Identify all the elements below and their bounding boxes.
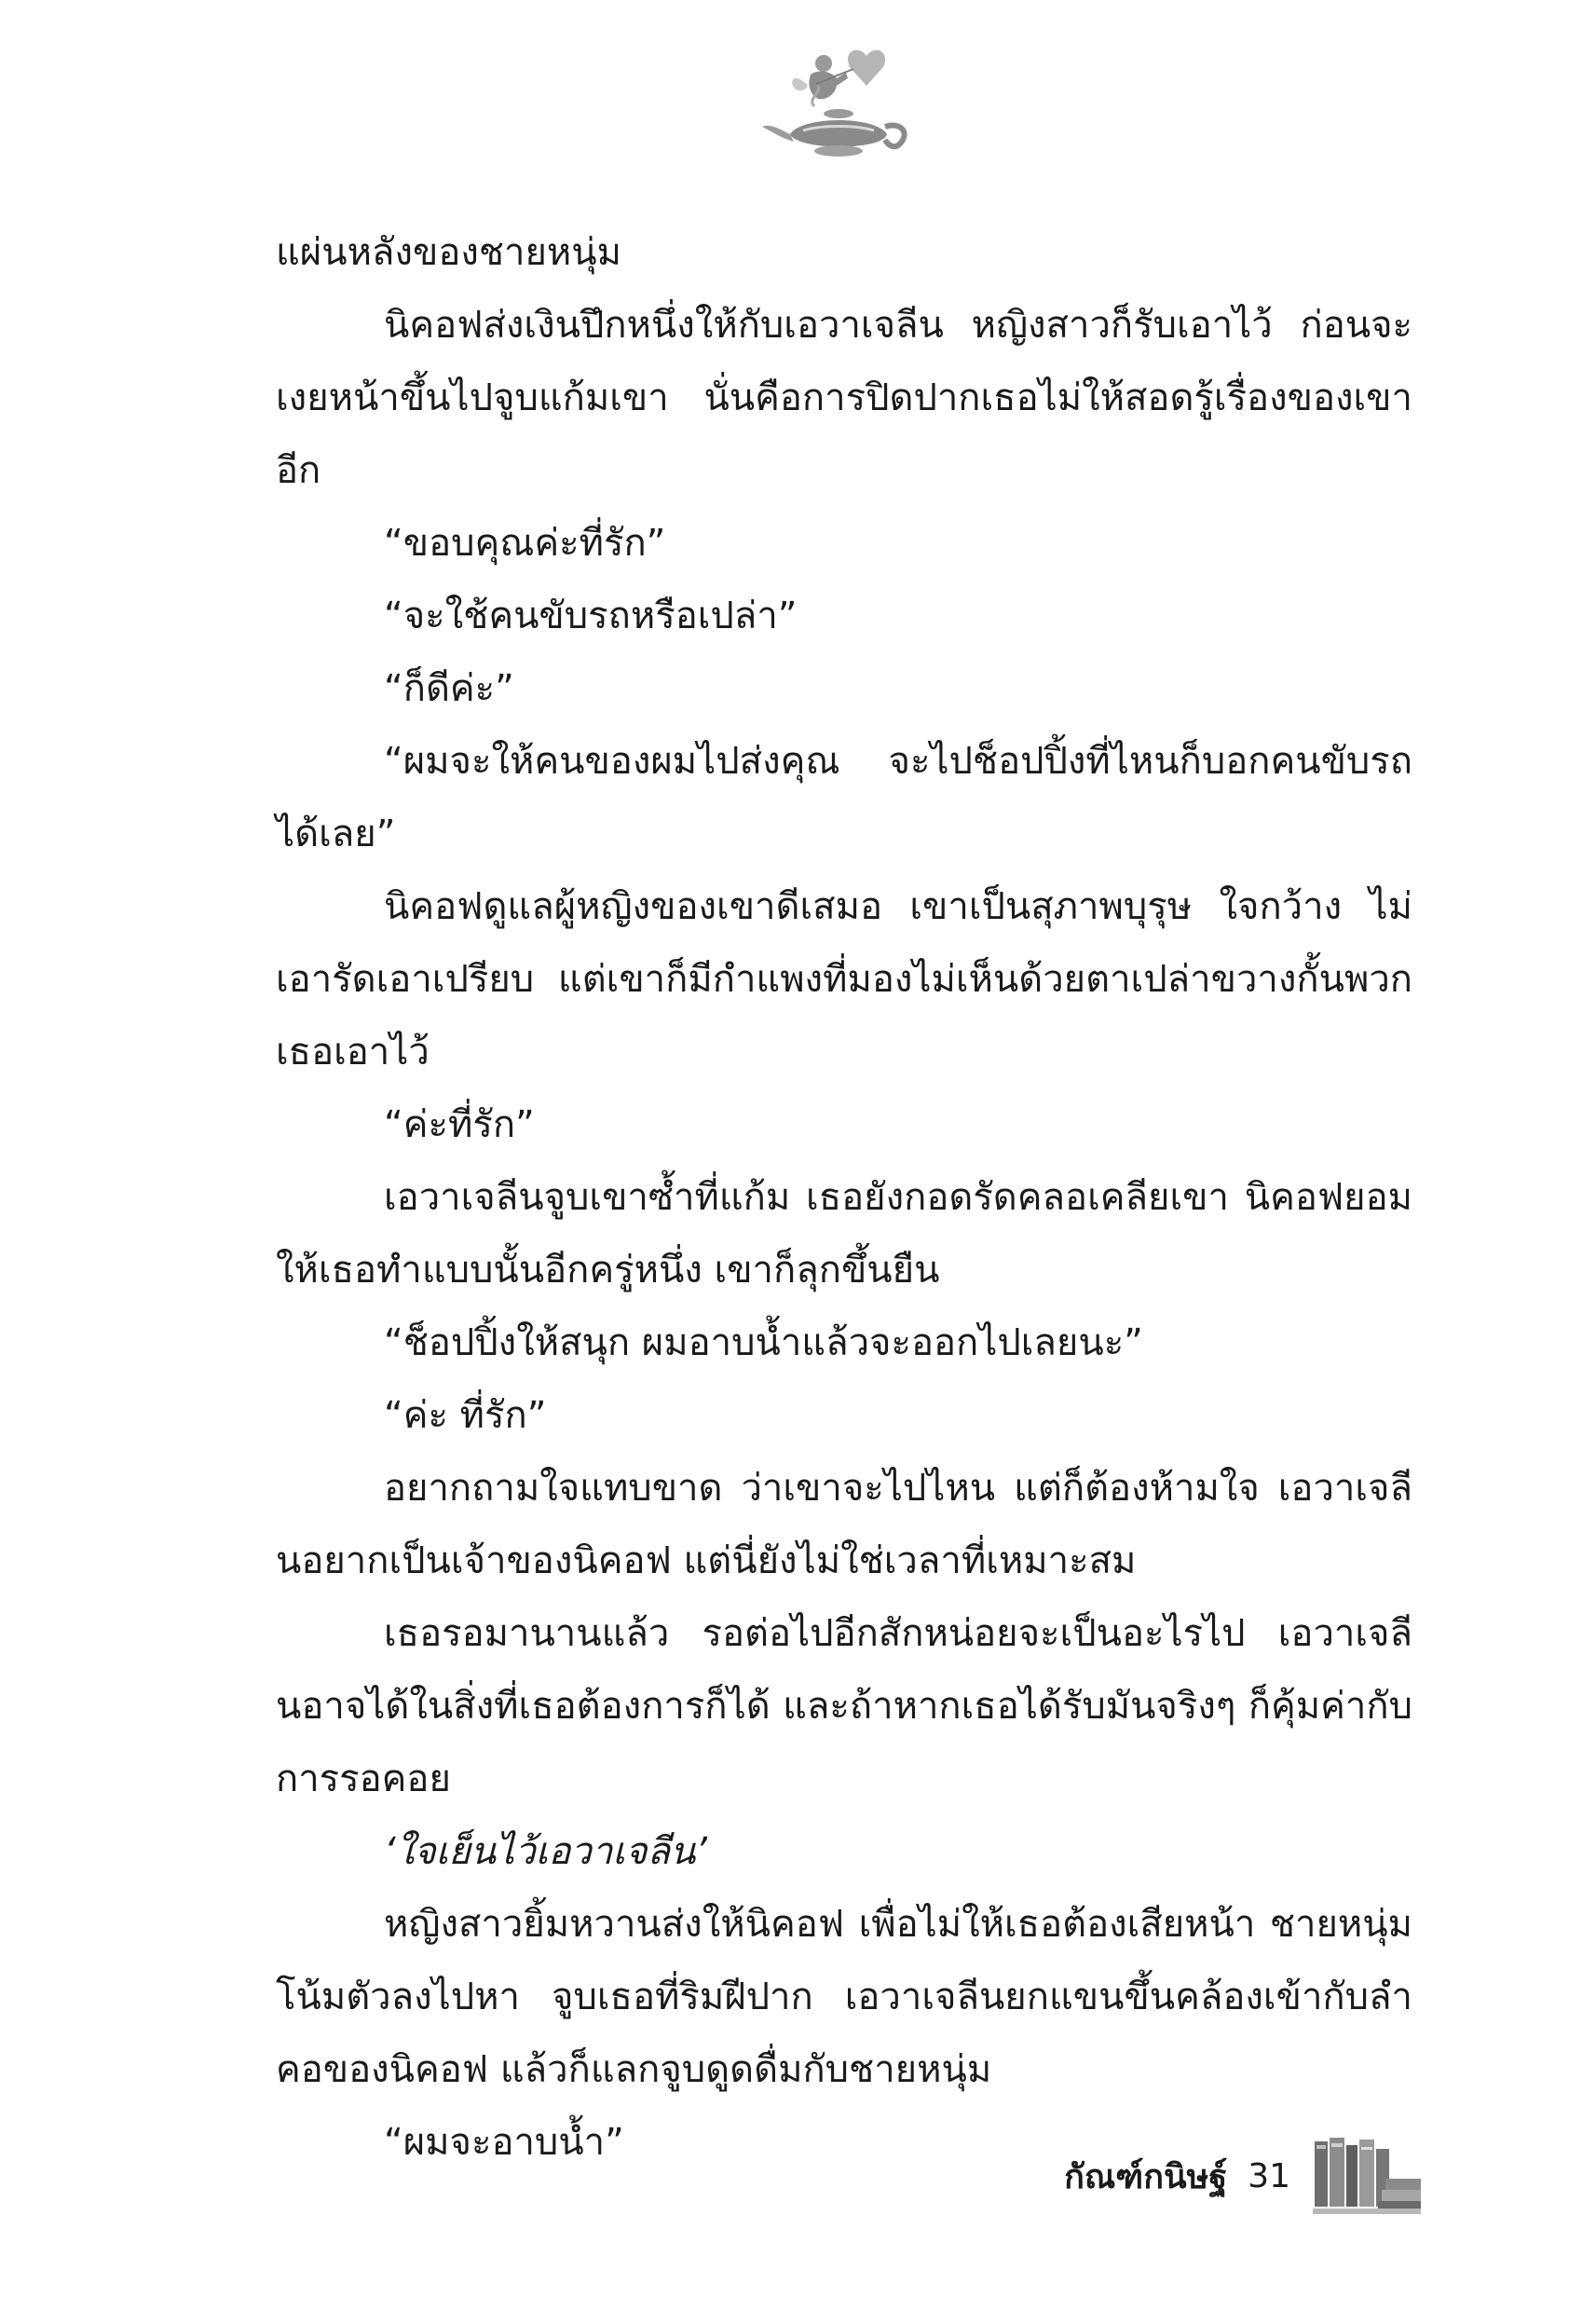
- page-number: 31: [1248, 2156, 1290, 2195]
- books-icon: [1311, 2134, 1423, 2218]
- author-name: กัณฑ์กนิษฐ์: [1064, 2157, 1228, 2196]
- page-footer: [1064, 2134, 1423, 2218]
- paragraph: “ผมจะให้คนของผมไปส่งคุณ จะไปช็อปปิ้งที่ไหนก็บอกคนขับรถได้เลย”: [276, 740, 1412, 855]
- teapot-cupid-logo-icon: [757, 47, 915, 168]
- paragraph: “ช็อปปิ้งให้สนุก ผมอาบน้ำแล้วจะออกไปเลยนะ”: [384, 1321, 1143, 1364]
- paragraph: “จะใช้คนขับรถหรือเปล่า”: [384, 595, 798, 637]
- paragraph: นิคอฟดูแลผู้หญิงของเขาดีเสมอ เขาเป็นสุภาพบุรุษ ใจกว้าง ไม่เอารัดเอาเปรียบ แต่เขาก็มีกำแพงที่มองไม่เห็นด้วยตาเปล่าขวางกั้นพวกเธอเอาไว้: [276, 885, 1412, 1073]
- paragraph: นิคอฟส่งเงินปึกหนึ่งให้กับเอวาเจลีน หญิงสาวก็รับเอาไว้ ก่อนจะเงยหน้าขึ้นไปจูบแก้มเขา นั่นคือการปิดปากเธอไม่ให้สอดรู้เรื่องของเขาอีก: [276, 304, 1412, 492]
- paragraph: “ผมจะอาบน้ำ”: [384, 2121, 624, 2164]
- paragraph: หญิงสาวยิ้มหวานส่งให้นิคอฟ เพื่อไม่ให้เธอต้องเสียหน้า ชายหนุ่มโน้มตัวลงไปหา จูบเธอที่ริมฝีปาก เอวาเจลีนยกแขนขึ้นคล้องเข้ากับลำคอของนิคอฟ แล้วก็แลกจูบดูดดื่มกับชายหนุ่ม: [276, 1903, 1412, 2091]
- paragraph: แผ่นหลังของชายหนุ่ม: [276, 231, 621, 274]
- paragraph: “ค่ะ ที่รัก”: [384, 1394, 547, 1437]
- body-text: [276, 216, 1412, 2179]
- paragraph: ‘ใจเย็นไว้เอวาเจลีน’: [384, 1830, 708, 1873]
- paragraph: อยากถามใจแทบขาด ว่าเขาจะไปไหน แต่ก็ต้องห้ามใจ เอวาเจลีนอยากเป็นเจ้าของนิคอฟ แต่นี่ยังไม่ใช่เวลาที่เหมาะสม: [276, 1467, 1412, 1582]
- paragraph: “ก็ดีค่ะ”: [384, 667, 514, 710]
- paragraph: “ค่ะที่รัก”: [384, 1103, 535, 1146]
- paragraph: เอวาเจลีนจูบเขาซ้ำที่แก้ม เธอยังกอดรัดคลอเคลียเขา นิคอฟยอมให้เธอทำแบบนั้นอีกครู่หนึ่ง เขาก็ลุกขึ้นยืน: [276, 1176, 1412, 1292]
- paragraph: “ขอบคุณค่ะที่รัก”: [384, 522, 666, 565]
- paragraph: เธอรอมานานแล้ว รอต่อไปอีกสักหน่อยจะเป็นอะไรไป เอวาเจลีนอาจได้ในสิ่งที่เธอต้องการก็ได้ และถ้าหากเธอได้รับมันจริงๆ ก็คุ้มค่ากับการรอคอย: [276, 1612, 1412, 1800]
